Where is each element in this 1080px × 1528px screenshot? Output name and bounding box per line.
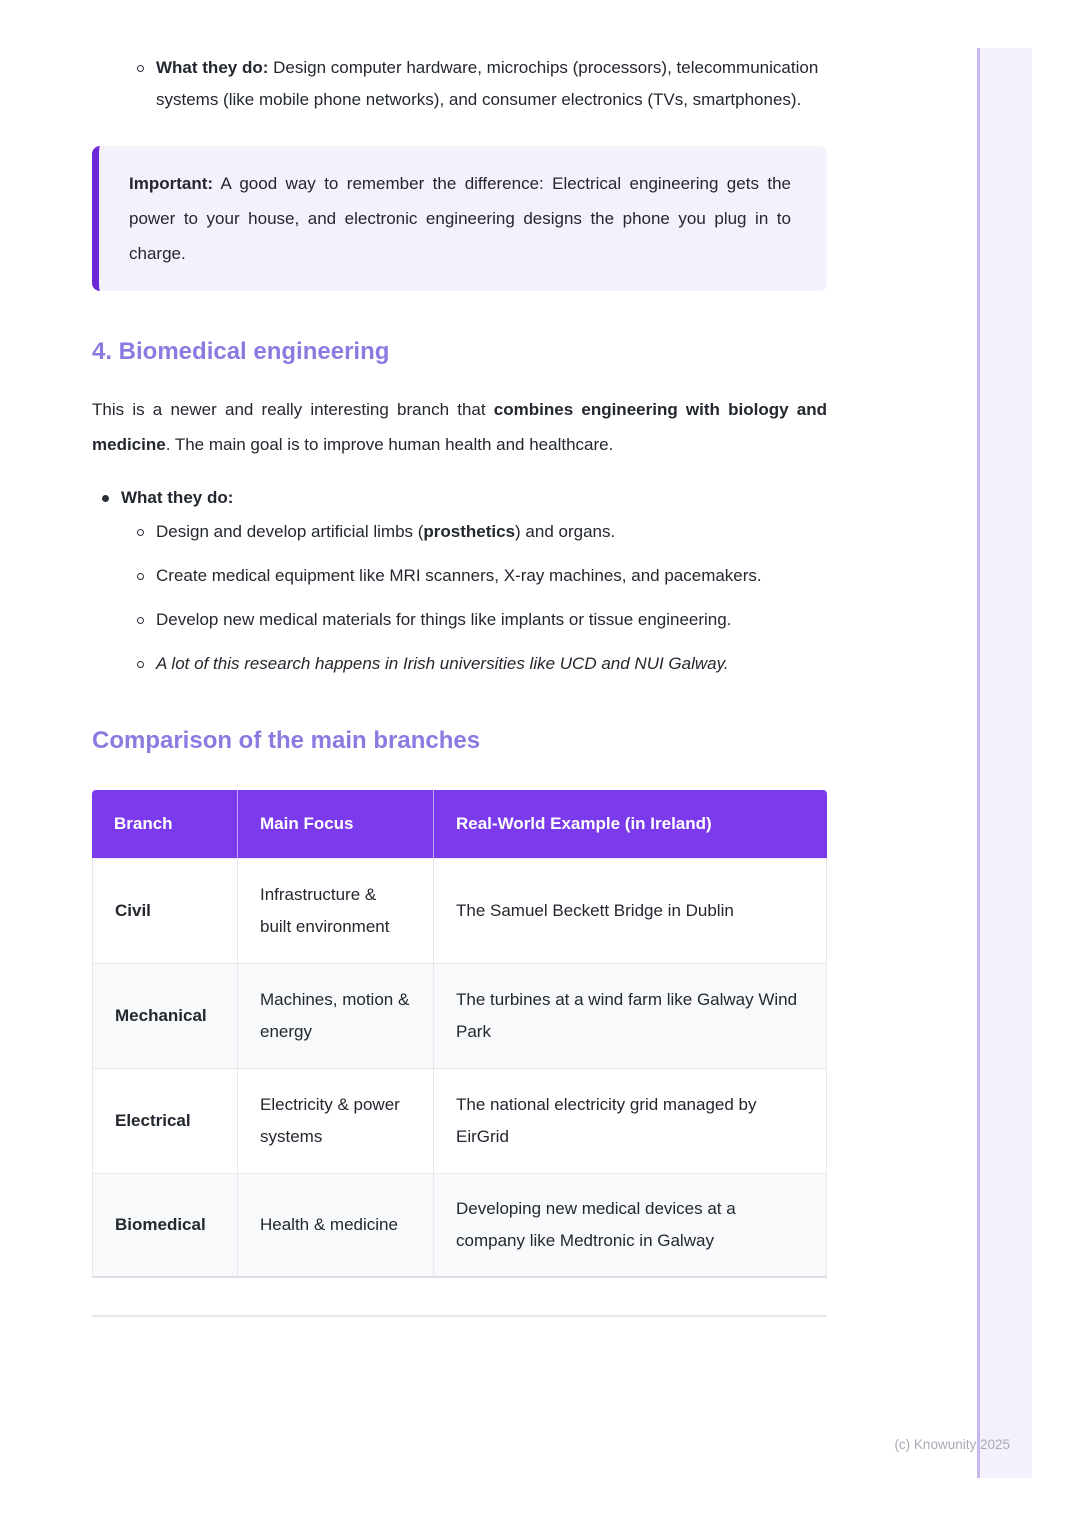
table-cell-branch: Electrical bbox=[92, 1068, 237, 1173]
footer-divider bbox=[92, 1315, 827, 1317]
comparison-table bbox=[92, 790, 827, 1278]
circle-bullet-icon bbox=[137, 573, 144, 580]
table-cell-branch: Biomedical bbox=[92, 1173, 237, 1278]
table-cell-focus: Health & medicine bbox=[237, 1173, 433, 1278]
list-item-medical-materials bbox=[137, 604, 827, 636]
callout-text: A good way to remember the difference: Electrical engineering gets the power to your house, and electronic engineering designs the phone you plug in to charge. bbox=[129, 174, 791, 263]
bullet-icon bbox=[102, 495, 109, 502]
list-item-what-they-do bbox=[102, 482, 827, 514]
list-item-irish-research bbox=[137, 648, 827, 680]
scrollbar-track[interactable] bbox=[977, 48, 1032, 1478]
list-item-label: What they do: bbox=[156, 58, 269, 77]
document-page bbox=[92, 52, 827, 1317]
table-cell-example: Developing new medical devices at a company like Medtronic in Galway bbox=[433, 1173, 827, 1278]
table-header-example: Real-World Example (in Ireland) bbox=[433, 790, 827, 858]
table-row bbox=[92, 1068, 827, 1173]
list-item-text: Create medical equipment like MRI scanners, X-ray machines, and pacemakers. bbox=[156, 566, 762, 585]
section-heading-comparison: Comparison of the main branches bbox=[92, 727, 481, 754]
list-item-medical-equipment bbox=[137, 560, 827, 592]
circle-bullet-icon bbox=[137, 661, 144, 668]
callout-label: Important: bbox=[129, 174, 214, 193]
biomedical-intro-paragraph: This is a newer and really interesting branch that combines engineering with biology and medicine. The main goal is to improve human health and healthcare. bbox=[92, 400, 827, 454]
table-cell-example: The Samuel Beckett Bridge in Dublin bbox=[433, 858, 827, 963]
circle-bullet-icon bbox=[137, 65, 144, 72]
table-cell-example: The national electricity grid managed by EirGrid bbox=[433, 1068, 827, 1173]
list-item-text: Develop new medical materials for things like implants or tissue engineering. bbox=[156, 610, 732, 629]
circle-bullet-icon bbox=[137, 617, 144, 624]
table-header-focus: Main Focus bbox=[237, 790, 433, 858]
list-item-prosthetics bbox=[137, 516, 827, 548]
table-row bbox=[92, 963, 827, 1068]
circle-bullet-icon bbox=[137, 529, 144, 536]
list-item-text: What they do: Design computer hardware, microchips (processors), telecommunication systems (like mobile phone networks), and consumer electronics (TVs, smartphones). bbox=[156, 58, 819, 109]
list-label: What they do: bbox=[121, 488, 234, 507]
list-item-electronic-what-they-do bbox=[137, 52, 827, 116]
table-header-row bbox=[92, 790, 827, 858]
table-cell-example: The turbines at a wind farm like Galway Wind Park bbox=[433, 963, 827, 1068]
copyright-text: (c) Knowunity 2025 bbox=[894, 1437, 1010, 1452]
table-row bbox=[92, 858, 827, 963]
important-callout bbox=[92, 146, 827, 291]
table-header-branch: Branch bbox=[92, 790, 237, 858]
list-item-text: Design and develop artificial limbs (prosthetics) and organs. bbox=[156, 522, 616, 541]
section-heading-biomedical: 4. Biomedical engineering bbox=[92, 338, 390, 365]
table-cell-focus: Machines, motion & energy bbox=[237, 963, 433, 1068]
table-cell-focus: Electricity & power systems bbox=[237, 1068, 433, 1173]
table-cell-focus: Infrastructure & built environment bbox=[237, 858, 433, 963]
list-item-text: A lot of this research happens in Irish universities like UCD and NUI Galway. bbox=[156, 654, 729, 673]
table-cell-branch: Civil bbox=[92, 858, 237, 963]
table-cell-branch: Mechanical bbox=[92, 963, 237, 1068]
table-row bbox=[92, 1173, 827, 1278]
